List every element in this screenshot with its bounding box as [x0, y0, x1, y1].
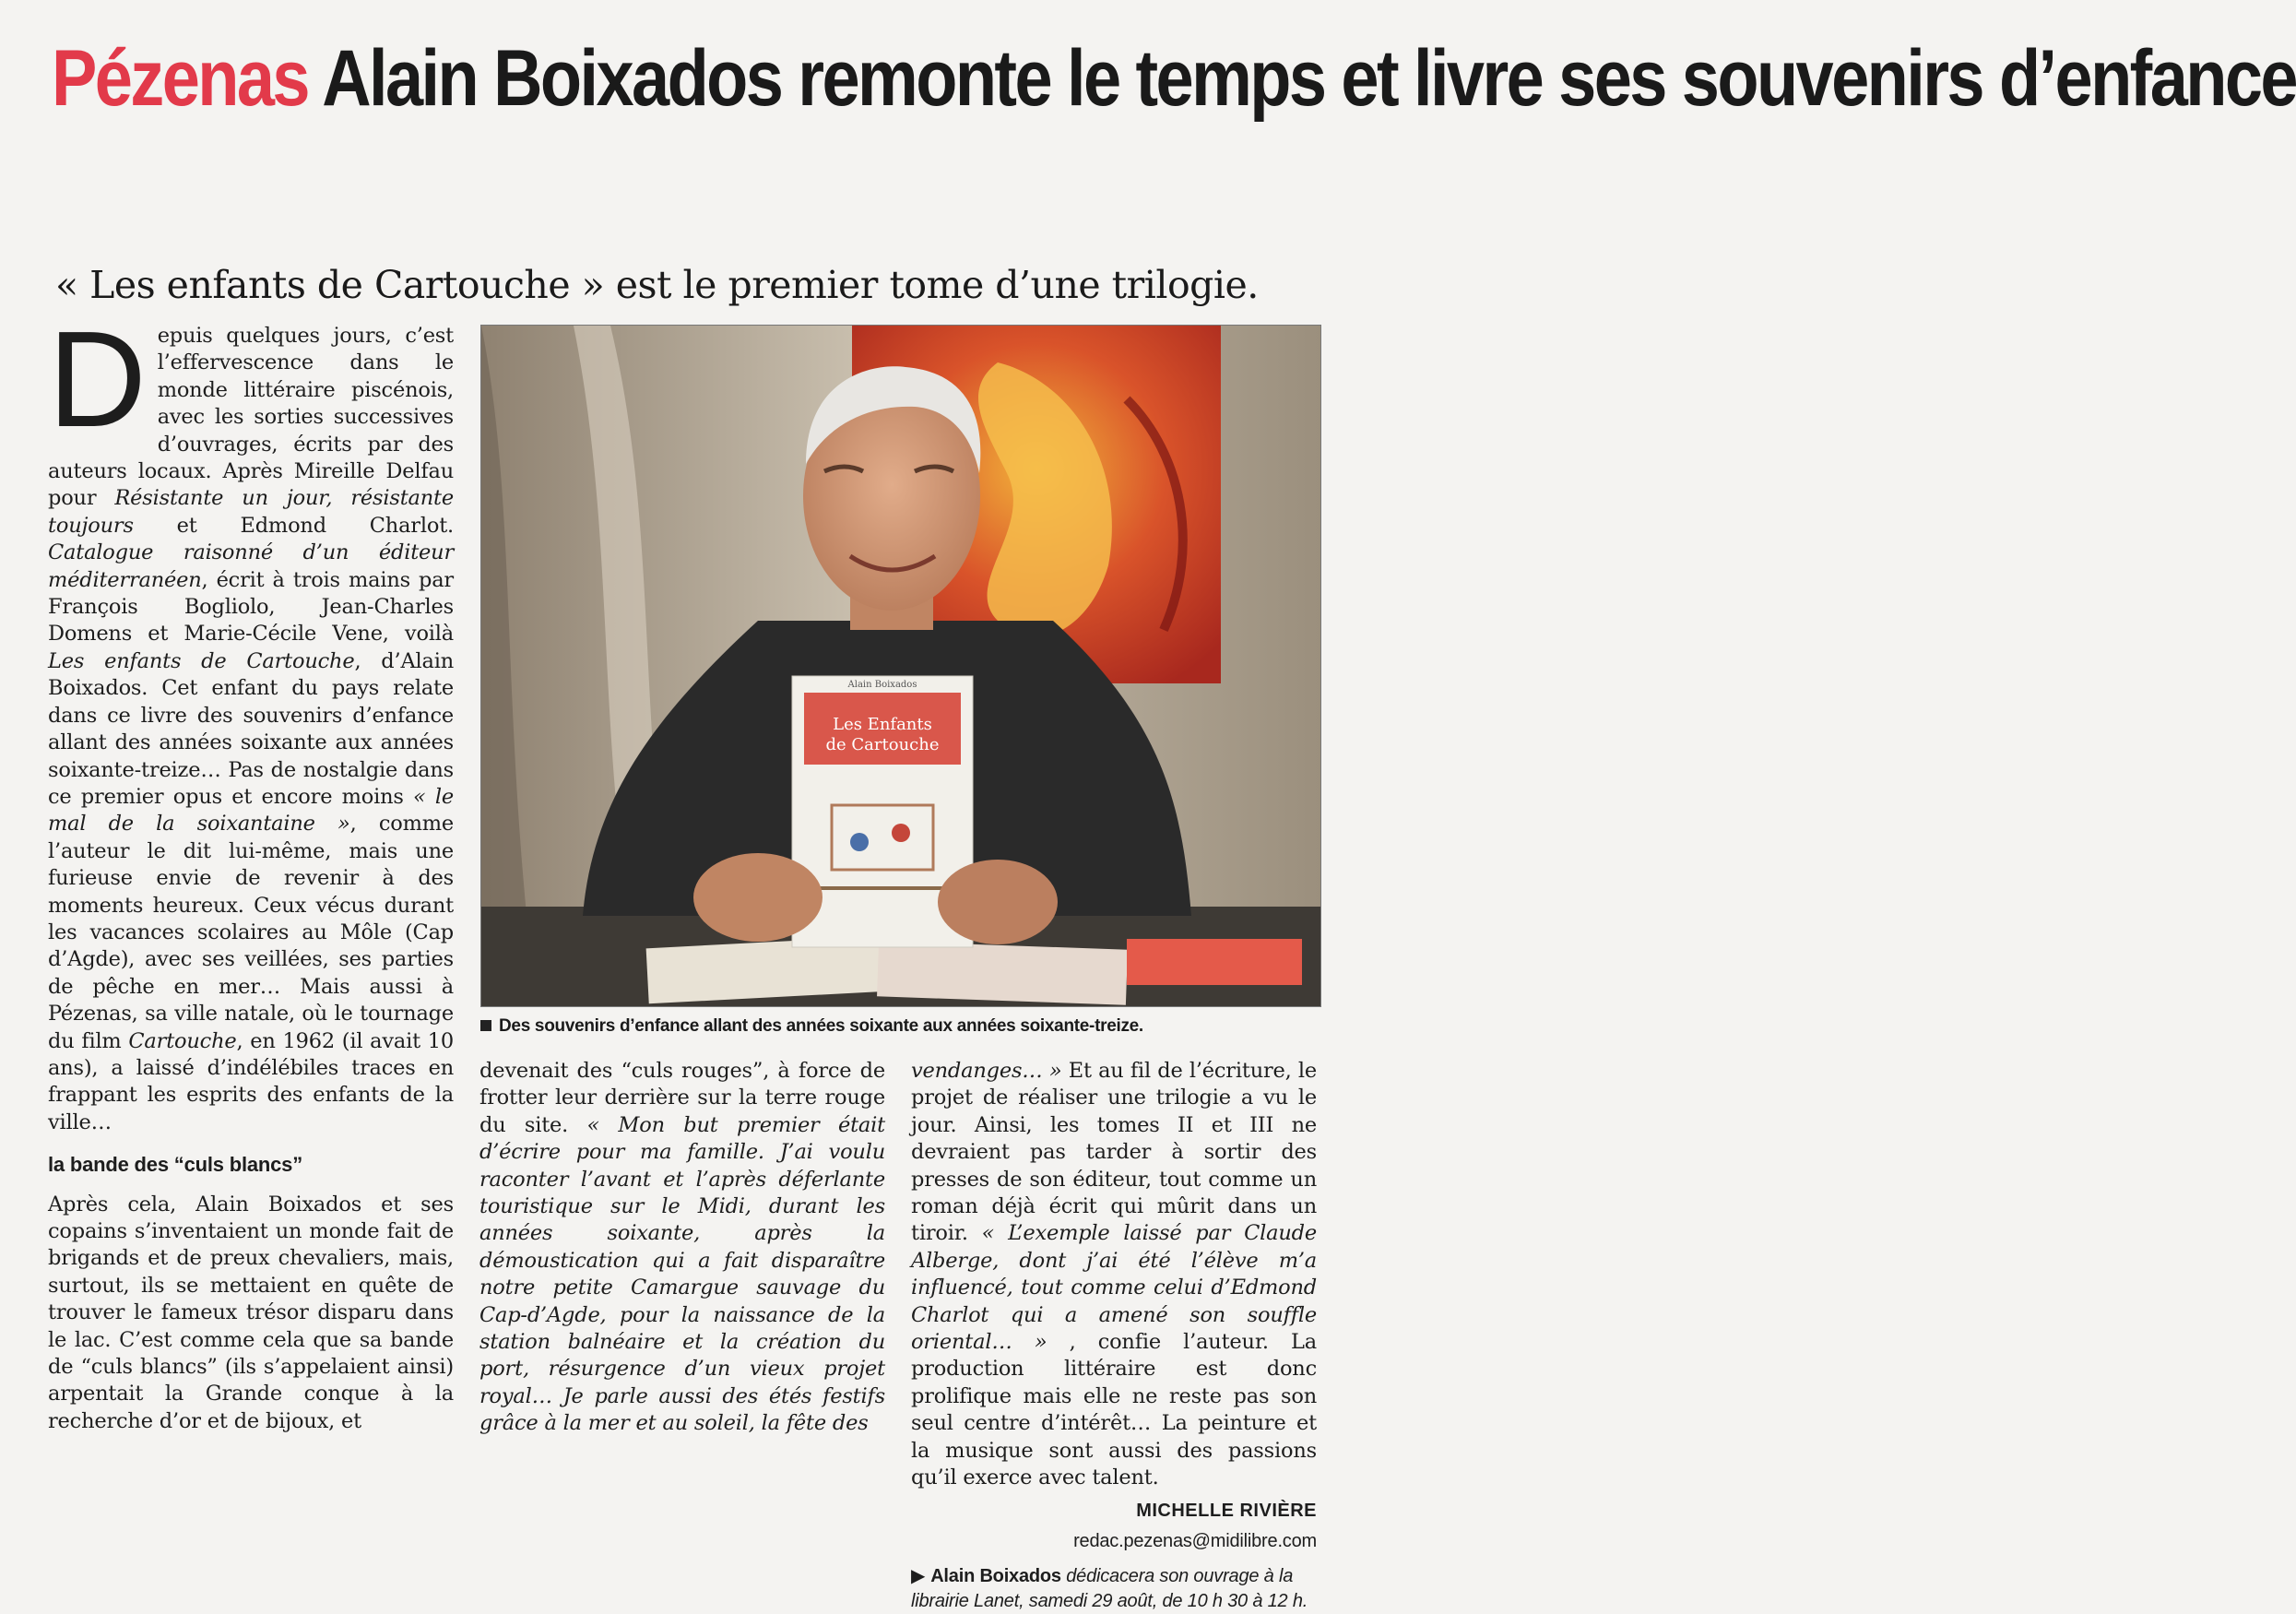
- continued-text: Et: [1068, 1059, 1099, 1083]
- arrow-icon: ▶: [911, 1566, 926, 1587]
- paragraph-second: Après cela, Alain Boixados et ses copains s’inventaient un monde fait de brigands et de preux chevaliers, mais, surtout, ils se mettaient en quête de trouver le fameux trésor disparu dans le lac. C’est comme cela que sa bande de “culs blancs” (ils s’appelaient ainsi) arpentait la Grande conque à la recherche d’or et de bijoux, et: [48, 1192, 454, 1433]
- headline-place: Pézenas: [52, 34, 308, 123]
- continued-text: vendanges… »: [911, 1059, 1069, 1083]
- column-2: [479, 1058, 885, 1438]
- author-portrait: [481, 326, 1320, 1006]
- photo-caption: [480, 1016, 1329, 1037]
- continued-text: l’auteur. La production littéraire est donc prolifique mais elle ne reste pas son seul centre d’intérêt… La peinture et la musique sont aussi des passions qu’il exerce avec talent.: [911, 1330, 1317, 1490]
- caption-text: Des souvenirs d’enfance allant des années soixante aux années soixante-treize.: [499, 1016, 1143, 1036]
- crosshead: la bande des “culs blancs”: [48, 1153, 303, 1177]
- signing-note: ▶ Alain Boixados dédicacera son ouvrage à la librairie Lanet, samedi 29 août, de 10 h 30 à 12 h.: [911, 1566, 1308, 1612]
- column-3: [911, 1058, 1317, 1614]
- continued-text: «: [586, 1112, 619, 1137]
- subheadline: « Les enfants de Cartouche » est le premier tome d’une trilogie.: [55, 263, 1259, 307]
- continued-text: L’exemple: [1008, 1221, 1124, 1246]
- caption-square-icon: [480, 1020, 491, 1031]
- continued-text: devenait des “culs rouges”, à force de frotter leur derrière sur la terre rouge du site.: [479, 1059, 885, 1137]
- paragraph-continued: [479, 1058, 885, 1438]
- continued-text: laissé par Claude Alberge, dont j’ai été l’élève m’a influencé, tout comme celui d’Edmond Charlot qui a amené son souffle oriental… »: [911, 1221, 1317, 1355]
- book-author: Alain Boixados: [847, 680, 917, 690]
- book-title-line1: Les Enfants: [833, 715, 932, 734]
- continued-text: confie: [1097, 1330, 1184, 1355]
- drop-cap: D: [48, 303, 147, 456]
- right-hand: [938, 860, 1058, 944]
- headline-text: Alain Boixados remonte le temps et livre ses souvenirs d’enfance: [322, 34, 2296, 123]
- left-hand: [693, 853, 823, 942]
- byline: MICHELLE RIVIÈRE: [1136, 1500, 1317, 1521]
- paragraph-intro: Depuis quelques jours, c’est l’effervescence dans le monde littéraire piscénois, avec les sorties successives d’ouvrages, écrits par des auteurs locaux. Après Mireille Delfau pour Résistante un jour, résistante toujours et Edmond Charlot. Catalogue raisonné d’un éditeur méditerranéen, écrit à trois mains par François Bogliolo, Jean-Charles Domens et Marie-Cécile Vene, voilà Les enfants de Cartouche, d’Alain Boixados. Cet enfant du pays relate dans ce livre des souvenirs d’enfance allant des années soixante aux années soixante-treize… Pas de nostalgie dans ce premier opus et encore moins « le mal de la soixantaine », comme l’auteur le dit lui-même, mais une furieuse envie de revenir à des moments heureux. Ceux vécus durant les vacances scolaires au Môle (Cap d’Agde), avec ses veillées, ses parties de pêche en mer… Mais aussi à Pézenas, sa ville natale, où le tournage du film Cartouche, en 1962 (il avait 10 ans), a laissé d’indélébiles traces en frappant les esprits des enfants de la ville…: [48, 303, 455, 1134]
- column-1: [48, 303, 455, 1435]
- headline: [52, 33, 2296, 124]
- contact-email: redac.pezenas@midilibre.com: [1073, 1530, 1317, 1551]
- article-photo: [480, 325, 1321, 1007]
- paragraph-continued: [911, 1058, 1317, 1492]
- continued-text: au fil de l’écriture, le projet de réaliser une trilogie a vu le jour. Ainsi, les tomes II et III ne devraient pas tarder à sortir des presses de son éditeur, tout comme un roman déjà écrit qui mûrit dans un tiroir.: [911, 1059, 1317, 1246]
- continued-text: Mon but premier était d’écrire pour ma famille. J’ai voulu raconter l’avant et l’après déferlante touristique sur le Midi, durant les années soixante, après la démoustication qui a fait disparaître notre petite Camargue sauvage du Cap-d’Agde, pour la naissance de la station balnéaire et la création du port, résurgence d’un vieux projet royal… Je parle aussi des étés festifs grâce à la mer et au soleil, la fête des: [479, 1112, 885, 1436]
- continued-text: «: [981, 1221, 1009, 1246]
- book-title-line2: de Cartouche: [825, 735, 940, 754]
- continued-text: ,: [1069, 1330, 1098, 1355]
